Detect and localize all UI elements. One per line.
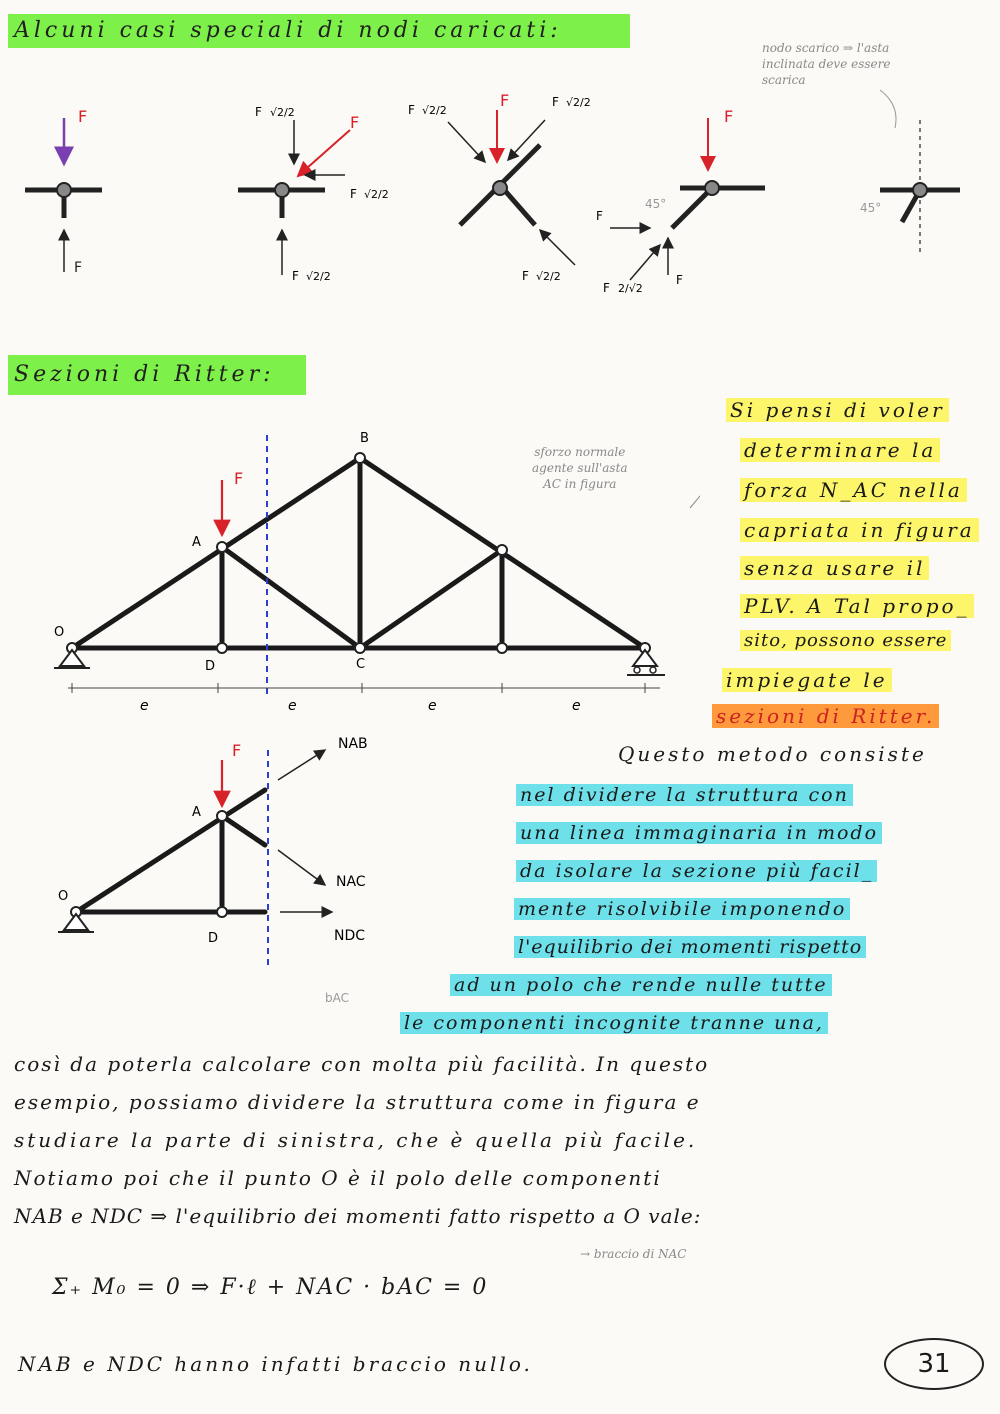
svg-text:F: F [255,105,262,119]
paragraph-line-5: NAB e NDC ⇒ l'equilibrio dei momenti fatto rispetto a O vale: [14,1204,702,1228]
svg-text:√2/2: √2/2 [566,96,591,109]
svg-text:O: O [54,625,65,640]
cyan-line-8: le componenti incognite tranne una, [400,1012,828,1034]
unloaded-node-note: nodo scarico ⇒ l'asta inclinata deve essere scarica [762,41,891,87]
node1-force-top: F [78,107,88,126]
yellow-line-7: sito, possono essere [740,630,951,651]
svg-text:D: D [208,931,219,946]
svg-text:NAC: NAC [336,874,366,890]
svg-text:F: F [232,741,242,760]
svg-text:NDC: NDC [334,928,366,944]
svg-text:e: e [140,698,149,714]
yellow-line-8: impiegate le [722,668,892,692]
yellow-line-2: determinare la [740,438,940,462]
node-case-2 [238,105,389,283]
ritter-section-diagram [40,730,460,1030]
page-number: 31 [884,1338,984,1390]
svg-text:NAB: NAB [338,736,368,752]
yellow-line-5: senza usare il [740,556,929,580]
section-title-nodes: Alcuni casi speciali di nodi caricati: [14,18,562,43]
node-case-1 [25,107,102,276]
paragraph-line-3: studiare la parte di sinistra, che è quella più facile. [14,1128,698,1152]
yellow-line-6: PLV. A Tal propo_ [740,594,974,618]
node-case-5 [860,90,960,255]
yellow-line-1: Si pensi di voler [726,398,949,422]
special-nodes-diagram [0,80,1000,400]
moment-equation: Σ₊ M₀ = 0 ⇒ F·ℓ + NAC · bAC = 0 [52,1275,489,1300]
svg-text:F: F [596,209,603,223]
svg-text:F: F [603,281,610,295]
svg-text:A: A [192,805,201,820]
svg-text:F: F [292,269,299,283]
svg-text:F: F [500,91,510,110]
svg-text:F: F [552,95,559,109]
cyan-line-7: ad un polo che rende nulle tutte [450,974,832,996]
svg-text:e: e [428,698,437,714]
svg-text:√2/2: √2/2 [306,270,331,283]
cyan-line-5: mente risolvibile imponendo [514,898,850,920]
svg-text:F: F [676,273,683,287]
paragraph-line-4: Notiamo poi che il punto O è il polo delle componenti [14,1166,662,1190]
svg-text:F: F [350,187,357,201]
svg-text:45°: 45° [645,197,667,211]
cyan-line-6: l'equilibrio dei momenti rispetto [514,936,866,958]
cyan-line-1: Questo metodo consiste [618,742,927,766]
svg-text:D: D [205,659,216,674]
node1-force-bottom: F [74,260,83,276]
svg-text:e: e [572,698,581,714]
svg-text:√2/2: √2/2 [364,188,389,201]
cyan-line-3: una linea immaginaria in modo [516,822,882,844]
svg-text:e: e [288,698,297,714]
svg-text:F: F [408,103,415,117]
svg-text:F: F [724,107,734,126]
axial-force-note: sforzo normale agente sull'asta AC in figura [532,445,628,491]
svg-text:B: B [360,431,369,446]
svg-text:O: O [58,889,69,904]
svg-text:2/√2: 2/√2 [618,282,643,295]
svg-text:F: F [522,269,529,283]
svg-text:C: C [356,657,366,672]
paragraph-line-1: così da poterla calcolare con molta più facilità. In questo [14,1052,710,1076]
final-line: NAB e NDC hanno infatti braccio nullo. [18,1352,533,1376]
svg-text:45°: 45° [860,201,882,215]
cyan-line-2: nel dividere la struttura con [516,784,853,806]
svg-text:F: F [350,113,360,132]
svg-text:bAC: bAC [325,991,349,1005]
yellow-line-4: capriata in figura [740,518,979,542]
node-case-4 [596,107,765,295]
svg-text:√2/2: √2/2 [270,106,295,119]
paragraph-line-2: esempio, possiamo dividere la struttura come in figura e [14,1090,701,1114]
svg-text:√2/2: √2/2 [536,270,561,283]
svg-text:F: F [234,469,244,488]
svg-text:A: A [192,535,201,550]
svg-text:√2/2: √2/2 [422,104,447,117]
yellow-line-3: forza N_AC nella [740,478,967,502]
ritter-highlight: sezioni di Ritter. [712,704,939,728]
equation-annotation: → braccio di NAC [580,1247,687,1261]
node-case-3 [408,91,591,283]
section-title-ritter: Sezioni di Ritter: [14,362,275,387]
cyan-line-4: da isolare la sezione più facil_ [516,860,877,882]
